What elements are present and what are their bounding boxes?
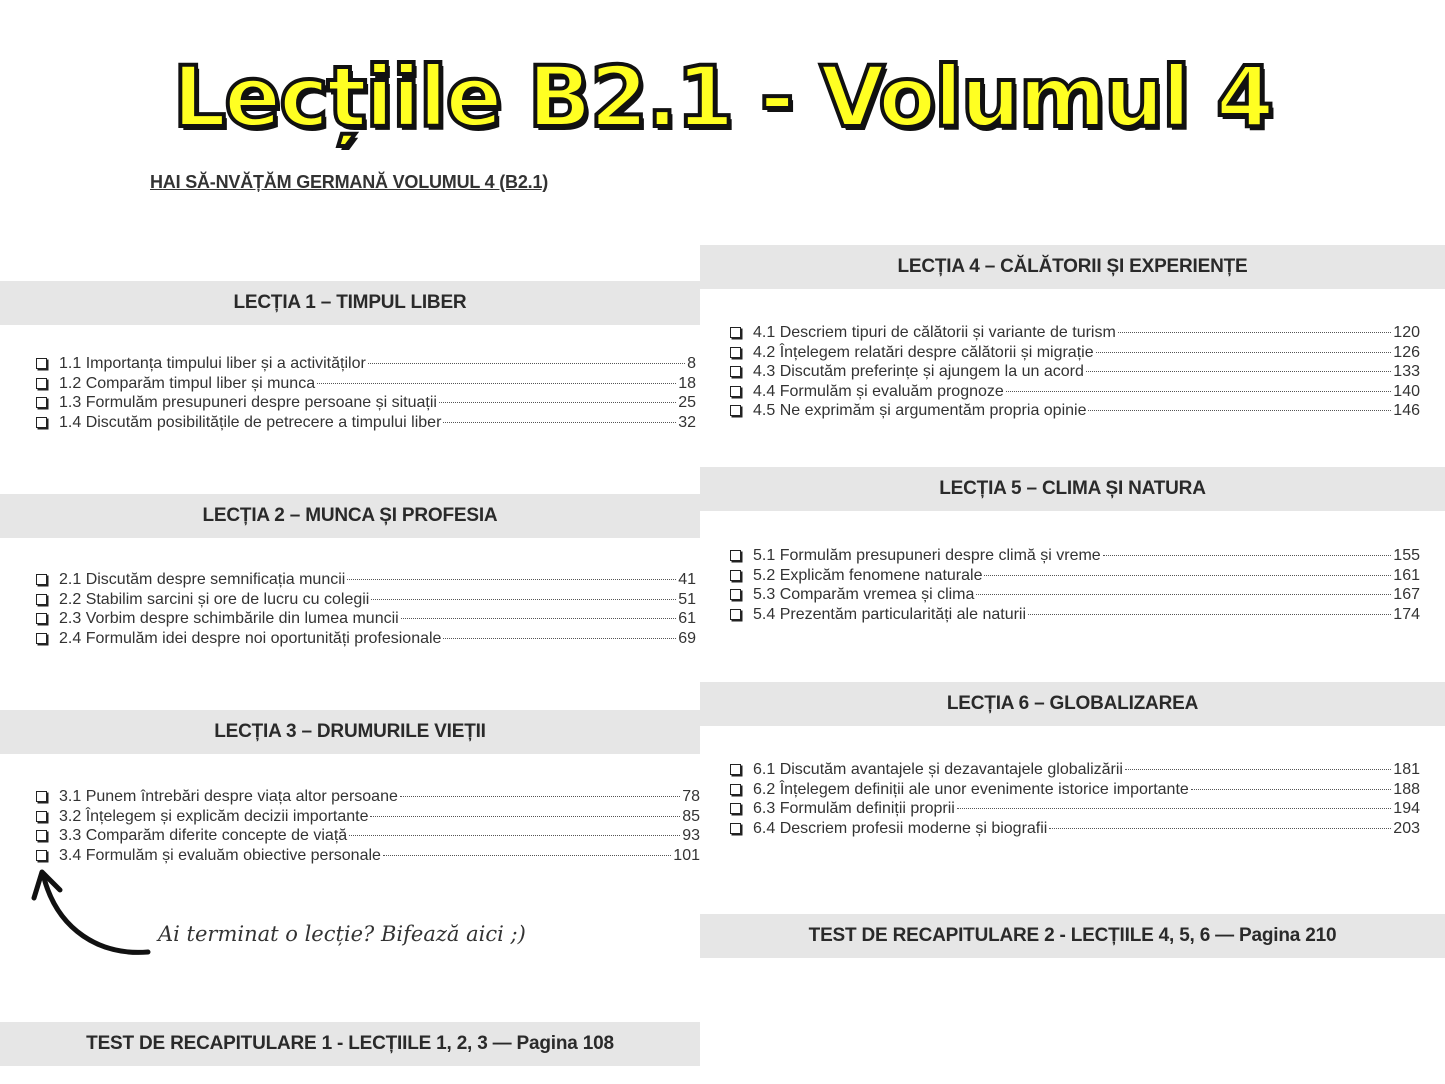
checkbox[interactable] — [36, 811, 47, 822]
checkbox[interactable] — [730, 347, 741, 358]
list-item: 2.1 Discutăm despre semnificația muncii 41 — [36, 570, 696, 590]
list-item: 3.1 Punem întrebări despre viața altor persoane 78 — [36, 787, 700, 807]
list-item: 1.1 Importanța timpului liber și a activităților 8 — [36, 354, 696, 374]
list-item: 1.3 Formulăm presupuneri despre persoane și situații 25 — [36, 393, 696, 413]
list-item: 3.3 Comparăm diferite concepte de viață 93 — [36, 826, 700, 846]
lesson-1-heading: LECȚIA 1 – TIMPUL LIBER — [0, 281, 700, 325]
lesson-5-heading: LECȚIA 5 – CLIMA ȘI NATURA — [700, 467, 1445, 511]
banner-title: Lecțiile B2.1 - Volumul 4 — [172, 48, 1273, 146]
list-item: 1.2 Comparăm timpul liber și munca 18 — [36, 374, 696, 394]
lesson-4-list — [730, 323, 1420, 421]
list-item: 5.1 Formulăm presupuneri despre climă și vreme 155 — [730, 546, 1420, 566]
checkbox[interactable] — [36, 574, 47, 585]
list-item: 2.2 Stabilim sarcini și ore de lucru cu colegii 51 — [36, 590, 696, 610]
lesson-2-heading: LECȚIA 2 – MUNCA ȘI PROFESIA — [0, 494, 700, 538]
checkbox[interactable] — [730, 405, 741, 416]
checkbox[interactable] — [36, 594, 47, 605]
lesson-4-heading: LECȚIA 4 – CĂLĂTORII ȘI EXPERIENȚE — [700, 245, 1445, 289]
checkbox[interactable] — [730, 589, 741, 600]
checkbox[interactable] — [36, 830, 47, 841]
list-item: 3.4 Formulăm și evaluăm obiective personale 101 — [36, 846, 700, 866]
document-title: HAI SĂ-NVĂȚĂM GERMANĂ VOLUMUL 4 (B2.1) — [150, 172, 549, 192]
checkbox[interactable] — [730, 550, 741, 561]
checkbox[interactable] — [730, 784, 741, 795]
checkbox[interactable] — [36, 613, 47, 624]
lesson-3-list — [36, 787, 700, 865]
lesson-6-heading: LECȚIA 6 – GLOBALIZAREA — [700, 682, 1445, 726]
checkbox[interactable] — [36, 791, 47, 802]
list-item: 1.4 Discutăm posibilitățile de petrecere a timpului liber 32 — [36, 413, 696, 433]
checkbox[interactable] — [730, 327, 741, 338]
list-item: 5.2 Explicăm fenomene naturale 161 — [730, 566, 1420, 586]
checkbox[interactable] — [730, 764, 741, 775]
checkbox[interactable] — [36, 378, 47, 389]
list-item: 3.2 Înțelegem și explicăm decizii importante 85 — [36, 807, 700, 827]
checkbox[interactable] — [36, 417, 47, 428]
checkbox[interactable] — [730, 609, 741, 620]
checkbox[interactable] — [730, 366, 741, 377]
list-item: 6.4 Descriem profesii moderne și biografii 203 — [730, 819, 1420, 839]
list-item: 4.2 Înțelegem relatări despre călătorii și migrație 126 — [730, 343, 1420, 363]
checkbox[interactable] — [730, 803, 741, 814]
checkbox[interactable] — [730, 386, 741, 397]
list-item: 4.1 Descriem tipuri de călătorii și variante de turism 120 — [730, 323, 1420, 343]
curved-arrow-icon — [30, 868, 160, 958]
checkbox[interactable] — [36, 397, 47, 408]
lesson-6-list — [730, 760, 1420, 838]
lesson-5-list — [730, 546, 1420, 624]
lesson-2-list — [36, 570, 696, 648]
lesson-3-heading: LECȚIA 3 – DRUMURILE VIEȚII — [0, 710, 700, 754]
test-2-heading: TEST DE RECAPITULARE 2 - LECȚIILE 4, 5, 6 — Pagina 210 — [700, 914, 1445, 958]
list-item: 4.3 Discutăm preferințe și ajungem la un acord 133 — [730, 362, 1420, 382]
list-item: 2.3 Vorbim despre schimbările din lumea muncii 61 — [36, 609, 696, 629]
checkbox[interactable] — [36, 850, 47, 861]
list-item: 4.4 Formulăm și evaluăm prognoze 140 — [730, 382, 1420, 402]
list-item: 5.3 Comparăm vremea și clima 167 — [730, 585, 1420, 605]
list-item: 6.2 Înțelegem definiții ale unor evenimente istorice importante 188 — [730, 780, 1420, 800]
list-item: 6.1 Discutăm avantajele și dezavantajele globalizării 181 — [730, 760, 1420, 780]
list-item: 6.3 Formulăm definiții proprii 194 — [730, 799, 1420, 819]
checkbox[interactable] — [730, 823, 741, 834]
checkbox[interactable] — [36, 633, 47, 644]
checkbox[interactable] — [730, 570, 741, 581]
list-item: 5.4 Prezentăm particularități ale naturii 174 — [730, 605, 1420, 625]
hint-note: Ai terminat o lecție? Bifează aici ;) — [158, 922, 526, 946]
lesson-1-list — [36, 354, 696, 432]
test-1-heading: TEST DE RECAPITULARE 1 - LECȚIILE 1, 2, 3 — Pagina 108 — [0, 1022, 700, 1066]
list-item: 2.4 Formulăm idei despre noi oportunități profesionale 69 — [36, 629, 696, 649]
list-item: 4.5 Ne exprimăm și argumentăm propria opinie 146 — [730, 401, 1420, 421]
checkbox[interactable] — [36, 358, 47, 369]
